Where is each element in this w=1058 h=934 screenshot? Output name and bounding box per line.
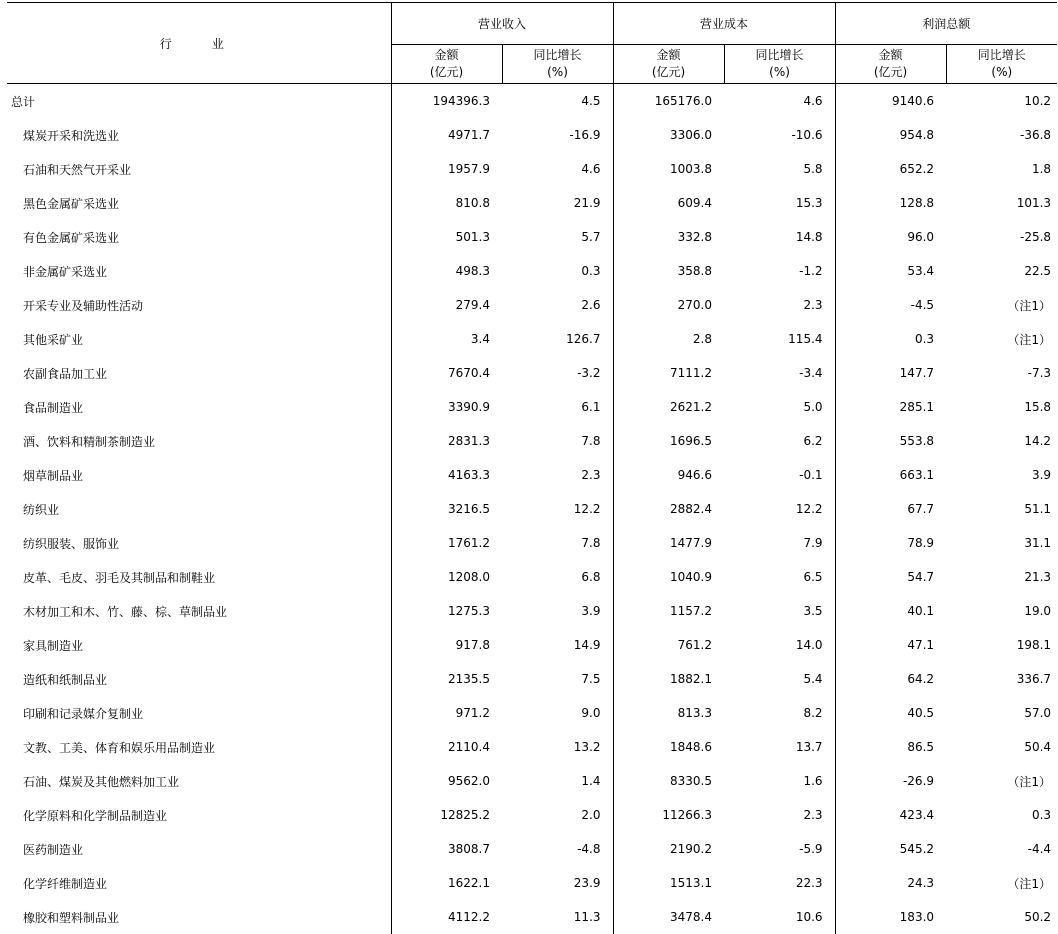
profit-growth-cell: -25.8 — [946, 220, 1057, 254]
revenue-amount-cell: 9562.0 — [391, 764, 502, 798]
profit-amount-cell: 285.1 — [835, 390, 946, 424]
revenue-amount-cell: 1957.9 — [391, 152, 502, 186]
profit-growth-cell: 1.8 — [946, 152, 1057, 186]
profit-amount-cell: 53.4 — [835, 254, 946, 288]
profit-amount-cell: 47.1 — [835, 628, 946, 662]
table-row — [7, 118, 1057, 152]
profit-amount-cell: 40.1 — [835, 594, 946, 628]
table-row — [7, 152, 1057, 186]
industry-name-cell: 化学纤维制造业 — [7, 866, 391, 900]
table-row — [7, 526, 1057, 560]
table-row — [7, 220, 1057, 254]
profit-growth-cell: （注1） — [946, 288, 1057, 322]
industry-name-cell: 橡胶和塑料制品业 — [7, 900, 391, 934]
cost-amount-cell: 1513.1 — [613, 866, 724, 900]
revenue-growth-cell: 3.9 — [502, 594, 613, 628]
cost-growth-cell: 1.6 — [724, 764, 835, 798]
industry-name-cell: 煤炭开采和洗选业 — [7, 118, 391, 152]
cost-growth-cell: 5.8 — [724, 152, 835, 186]
industry-name-cell: 石油和天然气开采业 — [7, 152, 391, 186]
revenue-growth-cell: 6.1 — [502, 390, 613, 424]
industry-name-cell: 印刷和记录媒介复制业 — [7, 696, 391, 730]
industry-name-cell: 总计 — [7, 84, 391, 119]
profit-amount-cell: 954.8 — [835, 118, 946, 152]
revenue-amount-cell: 3216.5 — [391, 492, 502, 526]
revenue-growth-cell: -4.8 — [502, 832, 613, 866]
industry-name-cell: 造纸和纸制品业 — [7, 662, 391, 696]
revenue-growth-cell: -3.2 — [502, 356, 613, 390]
profit-amount-cell: 0.3 — [835, 322, 946, 356]
cost-growth-cell: 2.3 — [724, 798, 835, 832]
revenue-growth-cell: 2.3 — [502, 458, 613, 492]
profit-growth-cell: 50.2 — [946, 900, 1057, 934]
cost-growth-cell: -5.9 — [724, 832, 835, 866]
profit-growth-cell: （注1） — [946, 322, 1057, 356]
cost-amount-cell: 2190.2 — [613, 832, 724, 866]
revenue-amount-cell: 498.3 — [391, 254, 502, 288]
profit-amount-cell: 423.4 — [835, 798, 946, 832]
cost-growth-cell: -10.6 — [724, 118, 835, 152]
profit-growth-cell: 50.4 — [946, 730, 1057, 764]
table-row — [7, 730, 1057, 764]
industry-name-cell: 其他采矿业 — [7, 322, 391, 356]
revenue-growth-cell: 21.9 — [502, 186, 613, 220]
cost-growth-cell: 6.5 — [724, 560, 835, 594]
cost-growth-cell: 2.3 — [724, 288, 835, 322]
table-row — [7, 356, 1057, 390]
revenue-amount-header: 金额 (亿元) — [391, 45, 502, 84]
table-row — [7, 492, 1057, 526]
cost-growth-cell: 7.9 — [724, 526, 835, 560]
cost-amount-cell: 2882.4 — [613, 492, 724, 526]
profit-growth-cell: 51.1 — [946, 492, 1057, 526]
revenue-growth-cell: 7.8 — [502, 424, 613, 458]
revenue-growth-cell: 2.6 — [502, 288, 613, 322]
revenue-amount-cell: 1622.1 — [391, 866, 502, 900]
revenue-group-header: 营业收入 — [391, 3, 613, 45]
revenue-growth-cell: -16.9 — [502, 118, 613, 152]
cost-amount-cell: 1696.5 — [613, 424, 724, 458]
profit-amount-cell: 67.7 — [835, 492, 946, 526]
cost-amount-cell: 3478.4 — [613, 900, 724, 934]
cost-growth-cell: 115.4 — [724, 322, 835, 356]
revenue-growth-cell: 7.8 — [502, 526, 613, 560]
table-row — [7, 900, 1057, 934]
profit-growth-cell: 336.7 — [946, 662, 1057, 696]
table-row — [7, 390, 1057, 424]
revenue-amount-cell: 1275.3 — [391, 594, 502, 628]
profit-growth-cell: 101.3 — [946, 186, 1057, 220]
revenue-growth-header: 同比增长 (%) — [502, 45, 613, 84]
profit-growth-cell: 3.9 — [946, 458, 1057, 492]
table-row — [7, 764, 1057, 798]
revenue-growth-cell: 23.9 — [502, 866, 613, 900]
profit-growth-cell: 14.2 — [946, 424, 1057, 458]
industry-name-cell: 酒、饮料和精制茶制造业 — [7, 424, 391, 458]
total-row — [7, 84, 1057, 119]
profit-amount-cell: 9140.6 — [835, 84, 946, 119]
revenue-amount-cell: 12825.2 — [391, 798, 502, 832]
cost-amount-cell: 2621.2 — [613, 390, 724, 424]
profit-amount-cell: 663.1 — [835, 458, 946, 492]
profit-growth-cell: 198.1 — [946, 628, 1057, 662]
cost-growth-cell: -0.1 — [724, 458, 835, 492]
revenue-amount-cell: 194396.3 — [391, 84, 502, 119]
revenue-amount-cell: 2135.5 — [391, 662, 502, 696]
industry-name-cell: 食品制造业 — [7, 390, 391, 424]
industry-name-cell: 黑色金属矿采选业 — [7, 186, 391, 220]
cost-growth-cell: 13.7 — [724, 730, 835, 764]
profit-growth-cell: 10.2 — [946, 84, 1057, 119]
revenue-growth-cell: 7.5 — [502, 662, 613, 696]
revenue-amount-cell: 7670.4 — [391, 356, 502, 390]
profit-amount-cell: 545.2 — [835, 832, 946, 866]
cost-amount-cell: 1040.9 — [613, 560, 724, 594]
industry-name-cell: 纺织业 — [7, 492, 391, 526]
table-row — [7, 832, 1057, 866]
revenue-growth-cell: 9.0 — [502, 696, 613, 730]
table-header — [7, 3, 1057, 84]
profit-amount-cell: 78.9 — [835, 526, 946, 560]
cost-amount-cell: 332.8 — [613, 220, 724, 254]
profit-amount-cell: 86.5 — [835, 730, 946, 764]
revenue-amount-cell: 501.3 — [391, 220, 502, 254]
profit-amount-cell: -26.9 — [835, 764, 946, 798]
table-row — [7, 424, 1057, 458]
cost-growth-cell: -1.2 — [724, 254, 835, 288]
revenue-growth-cell: 5.7 — [502, 220, 613, 254]
cost-growth-header: 同比增长 (%) — [724, 45, 835, 84]
profit-amount-cell: 147.7 — [835, 356, 946, 390]
cost-growth-cell: 6.2 — [724, 424, 835, 458]
cost-amount-cell: 270.0 — [613, 288, 724, 322]
industry-name-cell: 农副食品加工业 — [7, 356, 391, 390]
profit-amount-cell: 24.3 — [835, 866, 946, 900]
cost-growth-cell: -3.4 — [724, 356, 835, 390]
table-row — [7, 628, 1057, 662]
revenue-growth-cell: 126.7 — [502, 322, 613, 356]
profit-amount-cell: 652.2 — [835, 152, 946, 186]
cost-amount-cell: 8330.5 — [613, 764, 724, 798]
revenue-amount-cell: 810.8 — [391, 186, 502, 220]
revenue-growth-cell: 1.4 — [502, 764, 613, 798]
profit-growth-cell: 0.3 — [946, 798, 1057, 832]
cost-amount-cell: 946.6 — [613, 458, 724, 492]
cost-amount-cell: 165176.0 — [613, 84, 724, 119]
table-row — [7, 594, 1057, 628]
cost-amount-cell: 813.3 — [613, 696, 724, 730]
profit-amount-cell: 128.8 — [835, 186, 946, 220]
cost-amount-cell: 1003.8 — [613, 152, 724, 186]
revenue-growth-cell: 2.0 — [502, 798, 613, 832]
revenue-amount-cell: 3808.7 — [391, 832, 502, 866]
revenue-amount-cell: 917.8 — [391, 628, 502, 662]
profit-growth-header: 同比增长 (%) — [946, 45, 1057, 84]
profit-amount-cell: 54.7 — [835, 560, 946, 594]
profit-growth-cell: （注1） — [946, 866, 1057, 900]
profit-growth-cell: -7.3 — [946, 356, 1057, 390]
cost-growth-cell: 5.4 — [724, 662, 835, 696]
revenue-amount-cell: 971.2 — [391, 696, 502, 730]
cost-growth-cell: 14.0 — [724, 628, 835, 662]
profit-growth-cell: （注1） — [946, 764, 1057, 798]
industry-name-cell: 开采专业及辅助性活动 — [7, 288, 391, 322]
table-body — [7, 84, 1057, 934]
profit-amount-header: 金额 (亿元) — [835, 45, 946, 84]
profit-growth-cell: -4.4 — [946, 832, 1057, 866]
cost-growth-cell: 14.8 — [724, 220, 835, 254]
profit-growth-cell: 22.5 — [946, 254, 1057, 288]
industry-name-cell: 非金属矿采选业 — [7, 254, 391, 288]
cost-growth-cell: 15.3 — [724, 186, 835, 220]
cost-amount-cell: 3306.0 — [613, 118, 724, 152]
cost-amount-cell: 609.4 — [613, 186, 724, 220]
table-row — [7, 798, 1057, 832]
profit-growth-cell: 57.0 — [946, 696, 1057, 730]
table-row — [7, 866, 1057, 900]
industry-name-cell: 纺织服装、服饰业 — [7, 526, 391, 560]
table-row — [7, 254, 1057, 288]
revenue-amount-cell: 3.4 — [391, 322, 502, 356]
cost-growth-cell: 5.0 — [724, 390, 835, 424]
cost-growth-cell: 22.3 — [724, 866, 835, 900]
table-row — [7, 322, 1057, 356]
profit-amount-cell: 183.0 — [835, 900, 946, 934]
industry-stats-table — [7, 2, 1057, 934]
profit-amount-cell: 553.8 — [835, 424, 946, 458]
industry-name-cell: 皮革、毛皮、羽毛及其制品和制鞋业 — [7, 560, 391, 594]
profit-group-header: 利润总额 — [835, 3, 1057, 45]
cost-amount-cell: 11266.3 — [613, 798, 724, 832]
profit-amount-cell: 64.2 — [835, 662, 946, 696]
revenue-amount-cell: 1208.0 — [391, 560, 502, 594]
industry-name-cell: 石油、煤炭及其他燃料加工业 — [7, 764, 391, 798]
profit-growth-cell: 31.1 — [946, 526, 1057, 560]
cost-amount-cell: 1477.9 — [613, 526, 724, 560]
cost-group-header: 营业成本 — [613, 3, 835, 45]
table-row — [7, 662, 1057, 696]
industry-name-cell: 医药制造业 — [7, 832, 391, 866]
profit-growth-cell: 15.8 — [946, 390, 1057, 424]
profit-amount-cell: 40.5 — [835, 696, 946, 730]
cost-growth-cell: 3.5 — [724, 594, 835, 628]
revenue-growth-cell: 6.8 — [502, 560, 613, 594]
cost-amount-cell: 7111.2 — [613, 356, 724, 390]
industry-name-cell: 有色金属矿采选业 — [7, 220, 391, 254]
cost-growth-cell: 12.2 — [724, 492, 835, 526]
cost-growth-cell: 8.2 — [724, 696, 835, 730]
revenue-growth-cell: 13.2 — [502, 730, 613, 764]
cost-amount-cell: 358.8 — [613, 254, 724, 288]
cost-amount-cell: 761.2 — [613, 628, 724, 662]
revenue-amount-cell: 3390.9 — [391, 390, 502, 424]
revenue-growth-cell: 11.3 — [502, 900, 613, 934]
cost-amount-cell: 1157.2 — [613, 594, 724, 628]
industry-name-cell: 化学原料和化学制品制造业 — [7, 798, 391, 832]
revenue-amount-cell: 2831.3 — [391, 424, 502, 458]
table-row — [7, 458, 1057, 492]
industry-name-cell: 木材加工和木、竹、藤、棕、草制品业 — [7, 594, 391, 628]
cost-growth-cell: 4.6 — [724, 84, 835, 119]
cost-amount-cell: 2.8 — [613, 322, 724, 356]
table-row — [7, 696, 1057, 730]
cost-growth-cell: 10.6 — [724, 900, 835, 934]
cost-amount-header: 金额 (亿元) — [613, 45, 724, 84]
profit-amount-cell: -4.5 — [835, 288, 946, 322]
table-row — [7, 288, 1057, 322]
table-row — [7, 186, 1057, 220]
revenue-amount-cell: 279.4 — [391, 288, 502, 322]
revenue-amount-cell: 4971.7 — [391, 118, 502, 152]
revenue-growth-cell: 14.9 — [502, 628, 613, 662]
revenue-growth-cell: 4.5 — [502, 84, 613, 119]
industry-column-header: 行 业 — [7, 3, 391, 84]
industry-name-cell: 烟草制品业 — [7, 458, 391, 492]
revenue-amount-cell: 4112.2 — [391, 900, 502, 934]
revenue-growth-cell: 0.3 — [502, 254, 613, 288]
revenue-growth-cell: 4.6 — [502, 152, 613, 186]
table-row — [7, 560, 1057, 594]
revenue-amount-cell: 1761.2 — [391, 526, 502, 560]
industry-name-cell: 家具制造业 — [7, 628, 391, 662]
industry-name-cell: 文教、工美、体育和娱乐用品制造业 — [7, 730, 391, 764]
profit-amount-cell: 96.0 — [835, 220, 946, 254]
revenue-growth-cell: 12.2 — [502, 492, 613, 526]
cost-amount-cell: 1882.1 — [613, 662, 724, 696]
profit-growth-cell: 19.0 — [946, 594, 1057, 628]
profit-growth-cell: 21.3 — [946, 560, 1057, 594]
cost-amount-cell: 1848.6 — [613, 730, 724, 764]
revenue-amount-cell: 2110.4 — [391, 730, 502, 764]
profit-growth-cell: -36.8 — [946, 118, 1057, 152]
revenue-amount-cell: 4163.3 — [391, 458, 502, 492]
